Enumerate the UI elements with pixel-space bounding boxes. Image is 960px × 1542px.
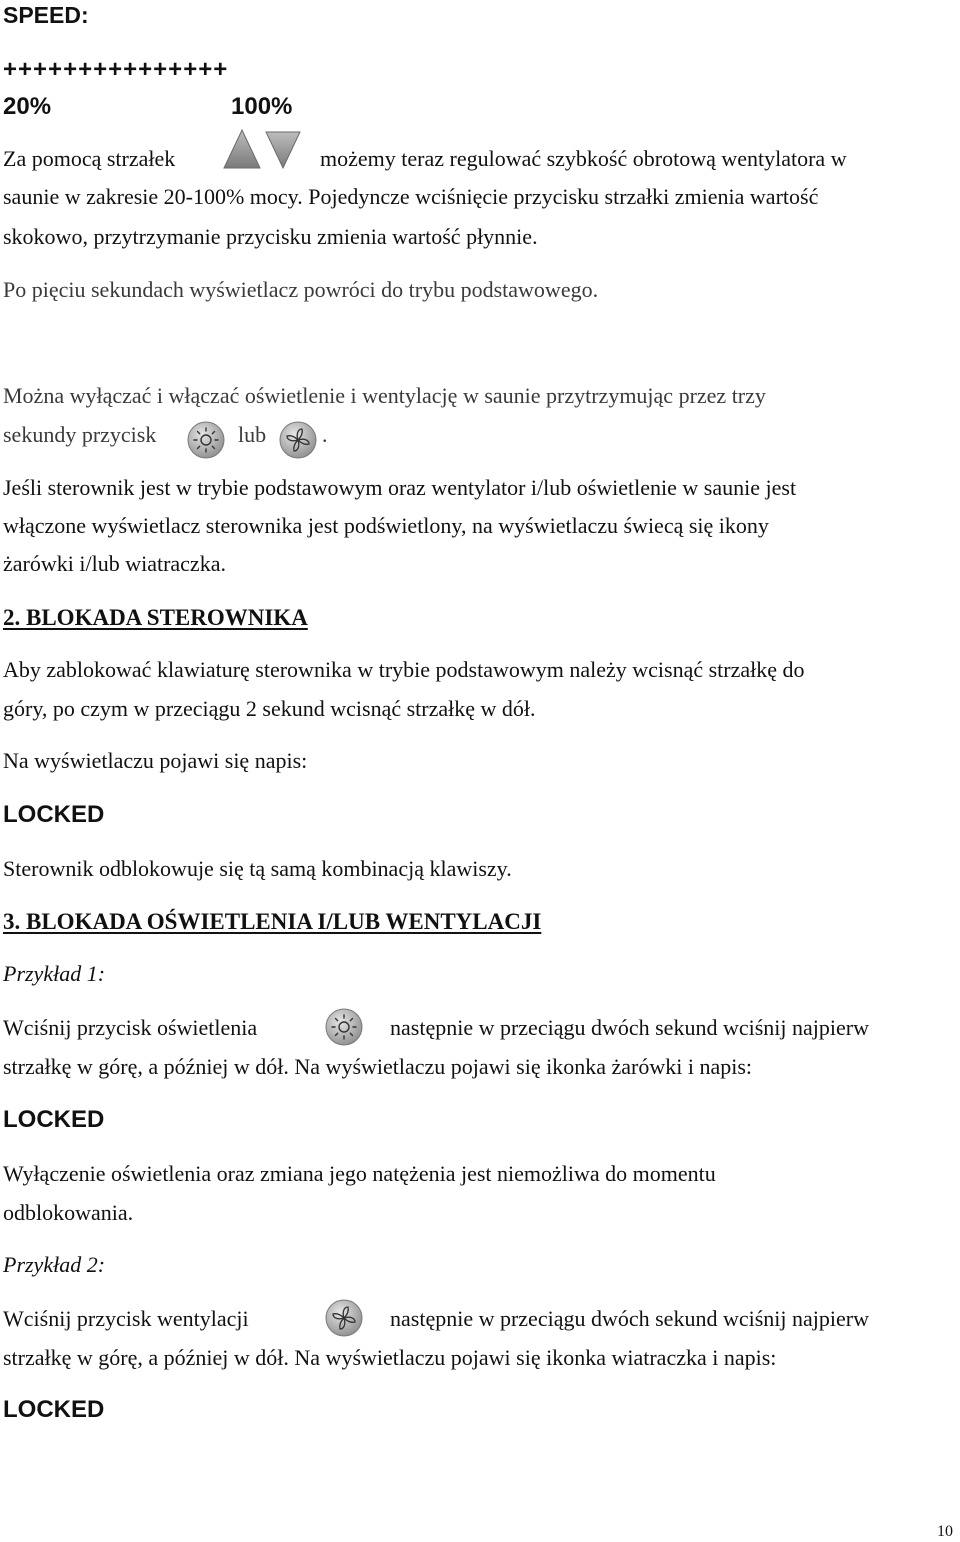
- example1-line3: Wyłączenie oświetlenia oraz zmiana jego natężenia jest niemożliwa do momentu: [3, 1161, 716, 1186]
- example2-line1b: następnie w przeciągu dwóch sekund wciśnij najpierw: [390, 1306, 869, 1331]
- status-text-line1: Jeśli sterownik jest w trybie podstawowym oraz wentylator i/lub oświetlenie w saunie jest: [3, 475, 797, 500]
- up-down-arrows-icon: [222, 128, 302, 172]
- section2-heading: 2. BLOKADA STEROWNIKA: [3, 605, 308, 630]
- light-bulb-button-icon: [186, 420, 226, 460]
- toggle-text-line2b: lub: [238, 422, 267, 447]
- toggle-text-line2a: sekundy przycisk: [3, 422, 157, 447]
- speed-text-line4: Po pięciu sekundach wyświetlacz powróci do trybu podstawowego.: [3, 277, 599, 302]
- example2-line1a: Wciśnij przycisk wentylacji: [3, 1306, 249, 1331]
- example2-locked-text: LOCKED: [3, 1396, 105, 1423]
- section2-line4: Sterownik odblokowuje się tą samą kombinacją klawiszy.: [3, 856, 512, 881]
- page-number: 10: [937, 1523, 953, 1540]
- speed-max-label: 100%: [231, 93, 293, 120]
- speed-text-line2: saunie w zakresie 20-100% mocy. Pojedyncze wciśnięcie przycisku strzałki zmienia wartość: [3, 184, 819, 209]
- speed-text-line1a: Za pomocą strzałek: [3, 146, 176, 171]
- light-bulb-button-icon: [324, 1007, 364, 1047]
- section2-line3: Na wyświetlaczu pojawi się napis:: [3, 748, 308, 773]
- section2-line2: góry, po czym w przeciągu 2 sekund wcisnąć strzałkę w dół.: [3, 696, 536, 721]
- section3-heading: 3. BLOKADA OŚWIETLENIA I/LUB WENTYLACJI: [3, 909, 542, 934]
- speed-bar: +++++++++++++++: [3, 56, 229, 83]
- fan-button-icon: [278, 420, 318, 460]
- example1-locked-text: LOCKED: [3, 1106, 105, 1133]
- status-text-line3: żarówki i/lub wiatraczka.: [3, 551, 226, 576]
- speed-text-line3: skokowo, przytrzymanie przycisku zmienia wartość płynnie.: [3, 224, 538, 249]
- speed-text-line1b: możemy teraz regulować szybkość obrotową wentylatora w: [320, 146, 847, 171]
- fan-button-icon: [324, 1298, 364, 1338]
- speed-min-label: 20%: [3, 93, 52, 120]
- example1-line4: odblokowania.: [3, 1200, 134, 1225]
- toggle-text-line2c: .: [322, 422, 328, 447]
- section2-locked-text: LOCKED: [3, 801, 105, 828]
- example2-line2: strzałkę w górę, a później w dół. Na wyświetlaczu pojawi się ikonka wiatraczka i napis:: [3, 1345, 777, 1370]
- example1-line1a: Wciśnij przycisk oświetlenia: [3, 1015, 258, 1040]
- section2-line1: Aby zablokować klawiaturę sterownika w trybie podstawowym należy wcisnąć strzałkę do: [3, 657, 805, 682]
- example1-label: Przykład 1:: [3, 961, 106, 986]
- example2-label: Przykład 2:: [3, 1252, 106, 1277]
- example1-line2: strzałkę w górę, a później w dół. Na wyświetlaczu pojawi się ikonka żarówki i napis:: [3, 1054, 752, 1079]
- status-text-line2: włączone wyświetlacz sterownika jest podświetlony, na wyświetlaczu świecą się ikony: [3, 513, 769, 538]
- toggle-text-line1: Można wyłączać i włączać oświetlenie i wentylację w saunie przytrzymując przez trzy: [3, 383, 766, 408]
- example1-line1b: następnie w przeciągu dwóch sekund wciśnij najpierw: [390, 1015, 869, 1040]
- speed-title: SPEED:: [3, 2, 89, 28]
